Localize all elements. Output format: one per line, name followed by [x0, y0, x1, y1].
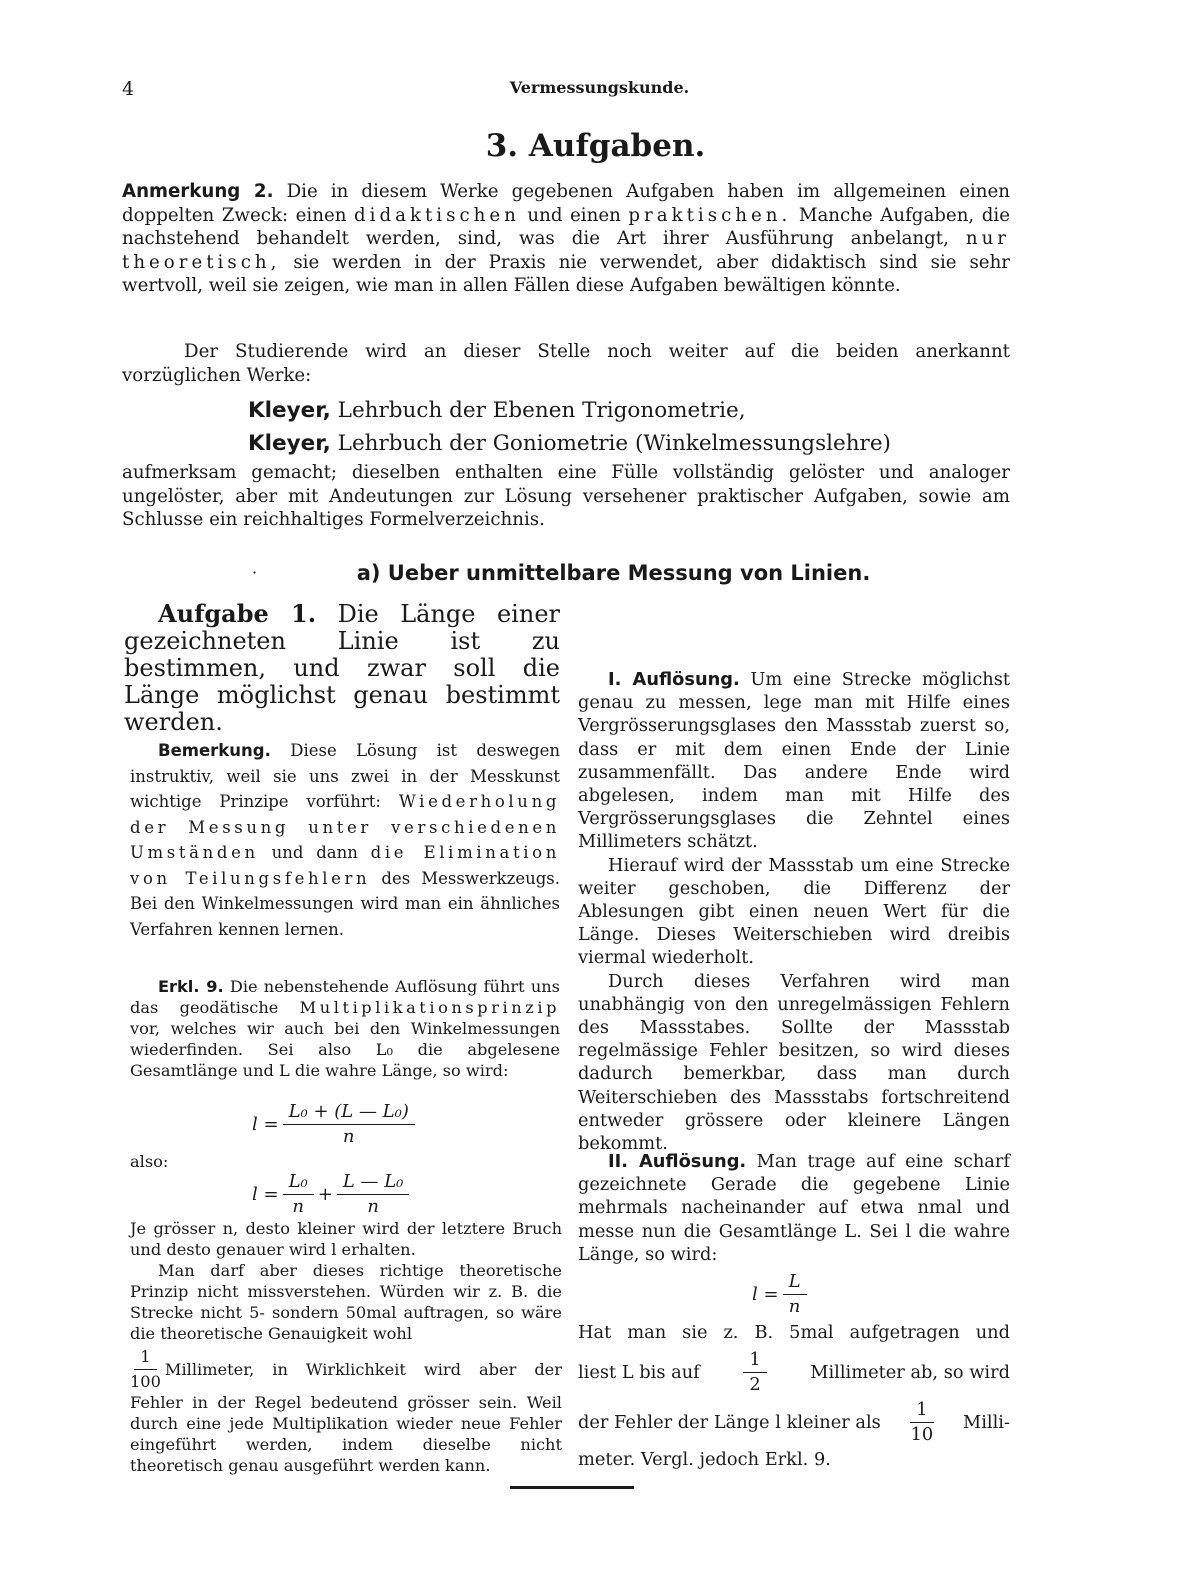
book-entry [248, 427, 891, 460]
study-note-end: aufmerksam gemacht; dieselben enthalten eine Fülle vollständig gelöster und analoger ungelöster, aber mit Andeutungen zur Lösung versehener praktischer Aufgaben, sowie am Schlusse ein reichhaltiges Formelverzeichnis. [122, 462, 1010, 530]
formula-lhs: l = [752, 1284, 779, 1305]
fraction-numerator: 1 [743, 1348, 766, 1373]
book-list [248, 394, 891, 460]
also-label: also: [130, 1152, 169, 1171]
plus-sign: + [317, 1184, 333, 1205]
anmerkung-text: und einen [527, 204, 621, 226]
fraction-numerator: L — L₀ [337, 1170, 410, 1195]
bemerkung-text: des Messwerkzeugs. Bei den Winkelmessungen wird man ein ähnliches Verfahren kennen lernen. [130, 868, 560, 939]
fraction [743, 1348, 766, 1397]
fraction-denominator: 10 [910, 1424, 934, 1445]
fraction-numerator: L [783, 1270, 807, 1295]
aufgabe-text: Die Länge einer gezeichneten Linie ist zu bestimmen, und zwar soll die Länge möglichst genau bestimmt werden. [124, 600, 560, 736]
fraction [283, 1100, 415, 1149]
erkl-continuation [130, 1218, 562, 1344]
formula-lhs: l = [252, 1114, 279, 1135]
fraction-denominator: 2 [749, 1374, 761, 1395]
aufloesung-text: Durch dieses Verfahren wird man unabhängig von den unregelmässigen Fehlern des Massstabes. Sollte der Massstab regelmässige Fehler besitzen, so wird dieses dadurch bemerkbar, dass man durch Weiterschieben des Massstabs fortschreitend entweder grössere oder kleinere Längen bekommt. [578, 970, 1010, 1155]
fraction [283, 1170, 314, 1219]
book-author: Kleyer, [248, 431, 331, 456]
aufloesung-1 [578, 668, 1010, 1155]
section-title: 3. Aufgaben. [485, 128, 706, 164]
fraction-denominator: n [367, 1196, 379, 1217]
fraction-numerator: 1 [134, 1345, 156, 1370]
erklaerung-9 [130, 976, 560, 1081]
fraction-numerator: L₀ [283, 1170, 314, 1195]
subsection-title: a) Ueber unmittelbare Messung von Linien. [356, 561, 871, 585]
aufloesung-text: liest L bis auf [578, 1362, 700, 1383]
anmerkung-text: Die in diesem Werke gegebenen Aufgaben haben im allgemeinen einen doppelten Zweck: einen [122, 181, 1010, 226]
fraction-numerator: 1 [910, 1398, 933, 1423]
anmerkung-text: Manche Aufgaben, die nachstehend behandelt werden, sind, was die Art ihrer Ausführung anbelangt, [122, 204, 1010, 249]
bemerkung-text: Diese Lösung ist deswegen instruktiv, weil sie uns zwei in der Messkunst wichtige Prinzipe vorführt: [130, 741, 560, 811]
aufloesung-fraction-line [578, 1398, 1010, 1447]
running-title: Vermessungskunde. [509, 78, 690, 97]
end-rule [510, 1486, 634, 1489]
anmerkung-didaktisch: didaktischen [354, 204, 520, 226]
aufgabe-label: Aufgabe 1. [158, 599, 317, 628]
aufloesung-text: Hierauf wird der Massstab um eine Strecke weiter geschoben, die Differenz der Ablesungen gibt einen neuen Wert für die Länge. Dieses Weiterschieben wird dreibis viermal wiederholt. [578, 854, 1010, 969]
aufloesung-text: Man trage auf eine scharf gezeichnete Gerade die gegebene Linie mehrmals nacheinander auf etwa nmal und messe nun die Gesamtlänge L. Sei l die wahre Länge, so wird: [578, 1151, 1010, 1265]
book-title: Lehrbuch der Goniometrie (Winkelmessungslehre) [337, 431, 891, 456]
fraction-denominator: n [342, 1126, 355, 1147]
anmerkung-theoretisch: nur theoretisch, [122, 228, 1010, 273]
erkl-text: Je grösser n, desto kleiner wird der letztere Bruch und desto genauer wird l erhalten. [130, 1219, 562, 1259]
book-author: Kleyer, [248, 398, 331, 423]
aufloesung-text: der Fehler der Länge l kleiner als [578, 1412, 881, 1433]
erkl-text: vor, welches wir auch bei den Winkelmessungen wiederfinden. Sei also L₀ die abgelesene Gesamtlänge und L die wahre Länge, so wird: [130, 1019, 560, 1080]
bemerkung-spaced: Wiederholung der Messung unter verschiedenen Umständen [130, 792, 561, 862]
bemerkung-label: Bemerkung. [158, 741, 271, 760]
page-number: 4 [122, 78, 135, 100]
anmerkung-text: sie werden in der Praxis nie verwendet, aber didaktisch sind sie sehr wertvoll, weil sie zeigen, wie man in allen Fällen diese Aufgaben bewältigen könnte. [122, 251, 1010, 296]
aufloesung-text: Millimeter ab, so wird [810, 1362, 1010, 1383]
aufloesung-fraction-line [578, 1348, 1010, 1397]
bemerkung-text: und dann [271, 843, 358, 862]
aufloesung-text: Hat man sie z. B. 5mal aufgetragen und [578, 1322, 1010, 1343]
erkl-text: Fehler in der Regel bedeutend grösser sein. Weil durch eine jede Multiplikation wieder neue Fehler eingeführt werden, indem dieselbe nicht theoretisch genau ausgeführt werden kann. [130, 1393, 562, 1475]
aufloesung-text: Um eine Strecke möglichst genau zu messen, lege man mit Hilfe eines Vergrösserungsglases den Massstab zuerst so, dass er mit dem einen Ende der Linie zusammenfällt. Das andere Ende wird abgelesen, indem man mit Hilfe des Vergrösserungsglases die Zehntel eines Millimeters schätzt. [578, 669, 1010, 853]
fraction-numerator: L₀ + (L — L₀) [283, 1100, 415, 1125]
book-entry [248, 394, 891, 427]
erkl-label: Erkl. 9. [158, 977, 224, 996]
fraction [337, 1170, 410, 1219]
erkl-text: Man darf aber dieses richtige theoretische Prinzip nicht missverstehen. Würden wir z. B. die Strecke nicht 5- sondern 50mal auftragen, so wäre die theoretische Genauigkeit wohl [130, 1261, 562, 1343]
book-title: Lehrbuch der Ebenen Trigonometrie, [337, 398, 746, 423]
aufloesung-label: II. Auflösung. [608, 1151, 747, 1172]
formula-1 [252, 1100, 419, 1149]
aufloesung-2 [578, 1150, 1010, 1266]
subsection-dot: · [252, 563, 258, 582]
erkl-spaced: Multiplikationsprinzip [299, 998, 560, 1017]
aufloesung-text: Milli- [963, 1412, 1010, 1433]
bemerkung-note [130, 738, 560, 942]
erkl-fraction-line [130, 1345, 562, 1394]
formula-lhs: l = [252, 1184, 279, 1205]
erkl-text: Millimeter, in Wirklichkeit wird aber der [164, 1360, 562, 1379]
fraction [783, 1270, 807, 1319]
anmerkung-paragraph [122, 180, 1010, 298]
fraction-denominator: 100 [130, 1372, 161, 1391]
fraction [130, 1345, 161, 1394]
anmerkung-praktisch: praktischen. [628, 204, 792, 226]
bemerkung-spaced: die Elimination von Teilungsfehlern [130, 843, 560, 888]
study-note: Der Studierende wird an dieser Stelle noch weiter auf die beiden anerkannt vorzüglichen Werke: [122, 341, 1010, 386]
anmerkung-label: Anmerkung 2. [122, 181, 274, 202]
aufloesung-text: meter. Vergl. jedoch Erkl. 9. [578, 1449, 831, 1470]
erkl-text: Die nebenstehende Auflösung führt uns das geodätische [130, 977, 560, 1017]
fraction-denominator: n [292, 1196, 304, 1217]
formula-2 [252, 1170, 413, 1219]
fraction-denominator: n [788, 1296, 801, 1317]
aufloesung-label: I. Auflösung. [608, 669, 740, 690]
formula-3 [752, 1270, 811, 1319]
fraction [910, 1398, 933, 1447]
aufgabe-1 [124, 600, 560, 736]
